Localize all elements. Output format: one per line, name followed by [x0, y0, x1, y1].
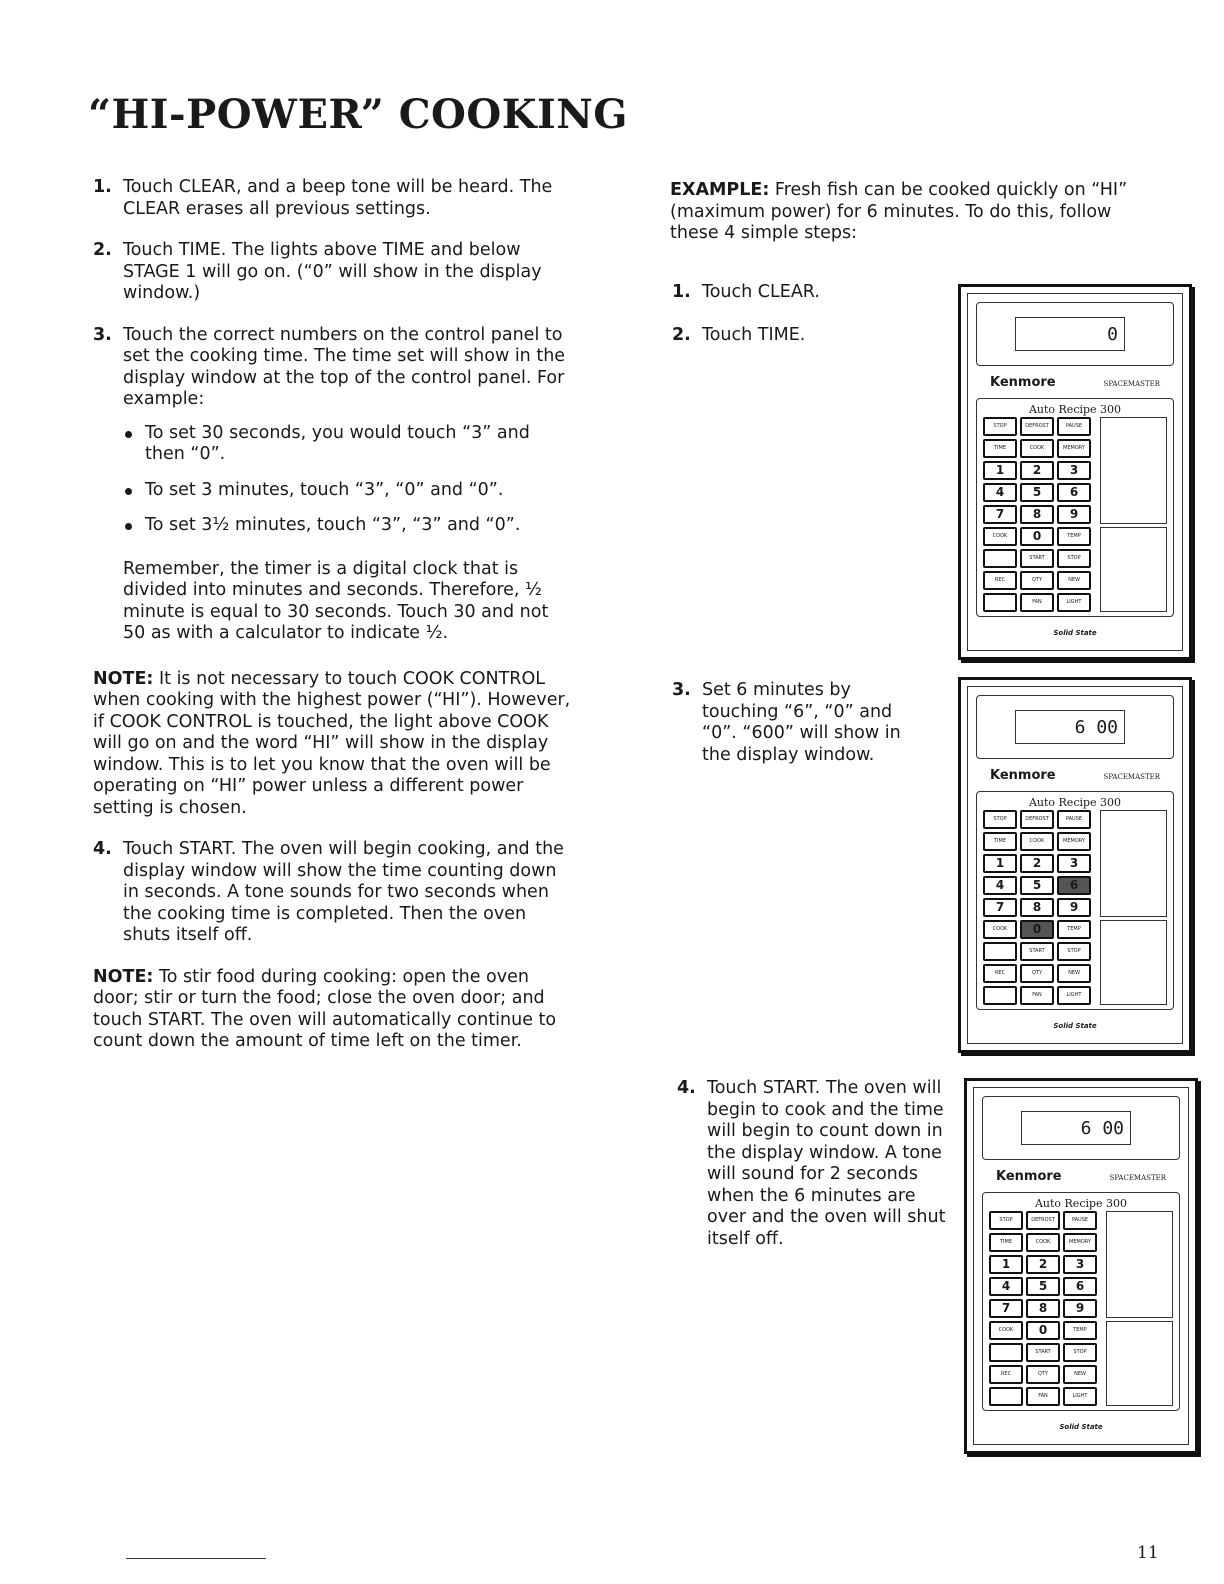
- panel-key: 5: [1026, 1277, 1060, 1296]
- keypad: [976, 791, 1174, 1010]
- cook-list: [1100, 417, 1167, 524]
- example-step-1: 1. Touch CLEAR.: [672, 282, 820, 302]
- panel-key: 8: [1026, 1299, 1060, 1318]
- panel-key: [989, 1343, 1023, 1362]
- panel-key: TEMP: [1057, 920, 1091, 939]
- panel-key: 3: [1057, 854, 1091, 873]
- control-panel-illustration: [958, 284, 1192, 660]
- panel-key: START: [1020, 549, 1054, 568]
- panel-key: QTY: [1020, 964, 1054, 983]
- model-name: SPACEMASTER: [1103, 380, 1160, 388]
- panel-key: STOP: [989, 1211, 1023, 1230]
- panel-key: MEMORY: [1057, 832, 1091, 851]
- note-1: NOTE: It is not necessary to touch COOK CONTROL when cooking with the highest power (“HI”). However, if COOK CONTROL is touched, the light above COOK will go on and the word “HI” will show in the display window. This is to let you know that the oven will be operating on “HI” power unless a different power setting is chosen.: [93, 668, 571, 818]
- keypad: [976, 398, 1174, 617]
- panel-key: 6: [1063, 1277, 1097, 1296]
- panel-key: 9: [1063, 1299, 1097, 1318]
- bullet: To set 3 minutes, touch “3”, “0” and “0”.: [93, 480, 575, 502]
- temp-list: [1100, 527, 1167, 612]
- panel-key: 2: [1020, 854, 1054, 873]
- page-number: 11: [1137, 1543, 1159, 1563]
- example-intro: EXAMPLE: Fresh fish can be cooked quickly on “HI” (maximum power) for 6 minutes. To do this, follow these 4 simple steps:: [670, 180, 1128, 243]
- panel-key: REC: [983, 964, 1017, 983]
- page-title: “HI-POWER” COOKING: [88, 91, 628, 138]
- solid-state-label: Solid State: [1053, 1021, 1097, 1030]
- brand-logo: Kenmore: [990, 768, 1056, 783]
- control-panel-illustration: [958, 677, 1192, 1053]
- panel-key: QTY: [1020, 571, 1054, 590]
- panel-key: 0: [1020, 920, 1054, 939]
- series-name: Auto Recipe 300: [1028, 402, 1122, 416]
- example-step-2: 2. Touch TIME.: [672, 325, 806, 345]
- panel-key: TIME: [983, 439, 1017, 458]
- panel-key: COOK: [983, 920, 1017, 939]
- panel-key: STOP: [983, 417, 1017, 436]
- step-4: 4. Touch START. The oven will begin cooking, and the display window will show the time counting down in seconds. A tone sounds for two seconds when the cooking time is completed. Then the oven shuts itself off.: [93, 839, 564, 945]
- panel-key: 4: [983, 483, 1017, 502]
- panel-key: COOK: [1020, 832, 1054, 851]
- panel-key: NEW: [1063, 1365, 1097, 1384]
- panel-key: [989, 1387, 1023, 1406]
- solid-state-label: Solid State: [1053, 628, 1097, 637]
- panel-key: 5: [1020, 483, 1054, 502]
- display-window: [982, 1096, 1180, 1160]
- example-step-3: 3. Set 6 minutes by touching “6”, “0” and “0”. “600” will show in the display window.: [672, 680, 901, 765]
- display-readout: 0: [1015, 317, 1125, 351]
- panel-key: STOP: [983, 810, 1017, 829]
- panel-key: 2: [1026, 1255, 1060, 1274]
- display-window: [976, 302, 1174, 366]
- display-readout: 6 00: [1021, 1111, 1131, 1145]
- note-2: NOTE: To stir food during cooking: open the oven door; stir or turn the food; close the oven door; and touch START. The oven will automatically continue to count down the amount of time left on the timer.: [93, 966, 557, 1051]
- footer-rule: [126, 1558, 266, 1559]
- panel-key: COOK: [1020, 439, 1054, 458]
- panel-key: [983, 593, 1017, 612]
- panel-key: DEFROST: [1020, 417, 1054, 436]
- solid-state-label: Solid State: [1059, 1422, 1103, 1431]
- panel-key: TIME: [989, 1233, 1023, 1252]
- panel-key: [983, 942, 1017, 961]
- model-name: SPACEMASTER: [1103, 773, 1160, 781]
- step-1: 1. Touch CLEAR, and a beep tone will be heard. The CLEAR erases all previous settings.: [93, 177, 553, 219]
- panel-key: 0: [1020, 527, 1054, 546]
- panel-key: COOK: [1026, 1233, 1060, 1252]
- panel-key: 9: [1057, 505, 1091, 524]
- panel-key: PAUSE: [1063, 1211, 1097, 1230]
- panel-key: 1: [983, 854, 1017, 873]
- panel-key: 9: [1057, 898, 1091, 917]
- panel-key: TEMP: [1063, 1321, 1097, 1340]
- temp-list: [1100, 920, 1167, 1005]
- temp-list: [1106, 1321, 1173, 1406]
- panel-key: 6: [1057, 483, 1091, 502]
- panel-key: COOK: [989, 1321, 1023, 1340]
- brand-logo: Kenmore: [996, 1169, 1062, 1184]
- panel-key: PAUSE: [1057, 810, 1091, 829]
- panel-key: STOP: [1057, 549, 1091, 568]
- panel-key: 4: [983, 876, 1017, 895]
- panel-key: FAN: [1026, 1387, 1060, 1406]
- example-step-4: 4. Touch START. The oven will begin to cook and the time will begin to count down in the display window. A tone will sound for 2 seconds when the 6 minutes are over and the oven will shut itself off.: [677, 1078, 946, 1249]
- model-name: SPACEMASTER: [1109, 1174, 1166, 1182]
- panel-key: 5: [1020, 876, 1054, 895]
- panel-key: STOP: [1057, 942, 1091, 961]
- panel-key: FAN: [1020, 986, 1054, 1005]
- panel-key: LIGHT: [1057, 986, 1091, 1005]
- panel-key: 1: [983, 461, 1017, 480]
- panel-key: [983, 549, 1017, 568]
- panel-key: START: [1020, 942, 1054, 961]
- control-panel-illustration: [964, 1078, 1198, 1454]
- cook-list: [1100, 810, 1167, 917]
- series-name: Auto Recipe 300: [1034, 1196, 1128, 1210]
- brand-logo: Kenmore: [990, 375, 1056, 390]
- bullet: To set 30 seconds, you would touch “3” and then “0”.: [93, 423, 575, 466]
- panel-key: PAUSE: [1057, 417, 1091, 436]
- panel-key: 7: [983, 505, 1017, 524]
- panel-key: NEW: [1057, 571, 1091, 590]
- panel-key: TEMP: [1057, 527, 1091, 546]
- panel-key: DEFROST: [1020, 810, 1054, 829]
- panel-key: 7: [989, 1299, 1023, 1318]
- panel-key: STOP: [1063, 1343, 1097, 1362]
- left-column: [93, 177, 575, 1073]
- panel-key: 8: [1020, 898, 1054, 917]
- panel-key: COOK: [983, 527, 1017, 546]
- panel-key: REC: [989, 1365, 1023, 1384]
- panel-key: TIME: [983, 832, 1017, 851]
- panel-key: NEW: [1057, 964, 1091, 983]
- panel-key: 0: [1026, 1321, 1060, 1340]
- panel-key: 1: [989, 1255, 1023, 1274]
- step-3: 3. Touch the correct numbers on the control panel to set the cooking time. The time set will show in the display window at the top of the control panel. For example:: [93, 324, 566, 409]
- panel-key: LIGHT: [1057, 593, 1091, 612]
- panel-key: MEMORY: [1063, 1233, 1097, 1252]
- keypad: [982, 1192, 1180, 1411]
- panel-key: MEMORY: [1057, 439, 1091, 458]
- display-readout: 6 00: [1015, 710, 1125, 744]
- display-window: [976, 695, 1174, 759]
- panel-key: 3: [1057, 461, 1091, 480]
- panel-key: QTY: [1026, 1365, 1060, 1384]
- bullet: To set 3½ minutes, touch “3”, “3” and “0”.: [93, 515, 575, 537]
- panel-key: 3: [1063, 1255, 1097, 1274]
- cook-list: [1106, 1211, 1173, 1318]
- panel-key: DEFROST: [1026, 1211, 1060, 1230]
- panel-key: START: [1026, 1343, 1060, 1362]
- panel-key: [983, 986, 1017, 1005]
- series-name: Auto Recipe 300: [1028, 795, 1122, 809]
- panel-key: 6: [1057, 876, 1091, 895]
- panel-key: REC: [983, 571, 1017, 590]
- panel-key: 2: [1020, 461, 1054, 480]
- panel-key: LIGHT: [1063, 1387, 1097, 1406]
- panel-key: 8: [1020, 505, 1054, 524]
- step-2: 2. Touch TIME. The lights above TIME and below STAGE 1 will go on. (“0” will show in the display window.): [93, 240, 542, 303]
- panel-key: 7: [983, 898, 1017, 917]
- panel-key: FAN: [1020, 593, 1054, 612]
- panel-key: 4: [989, 1277, 1023, 1296]
- remember-paragraph: Remember, the timer is a digital clock that is divided into minutes and seconds. Therefore, ½ minute is equal to 30 seconds. Touch 30 and not 50 as with a calculator to indicate ½.: [123, 558, 549, 643]
